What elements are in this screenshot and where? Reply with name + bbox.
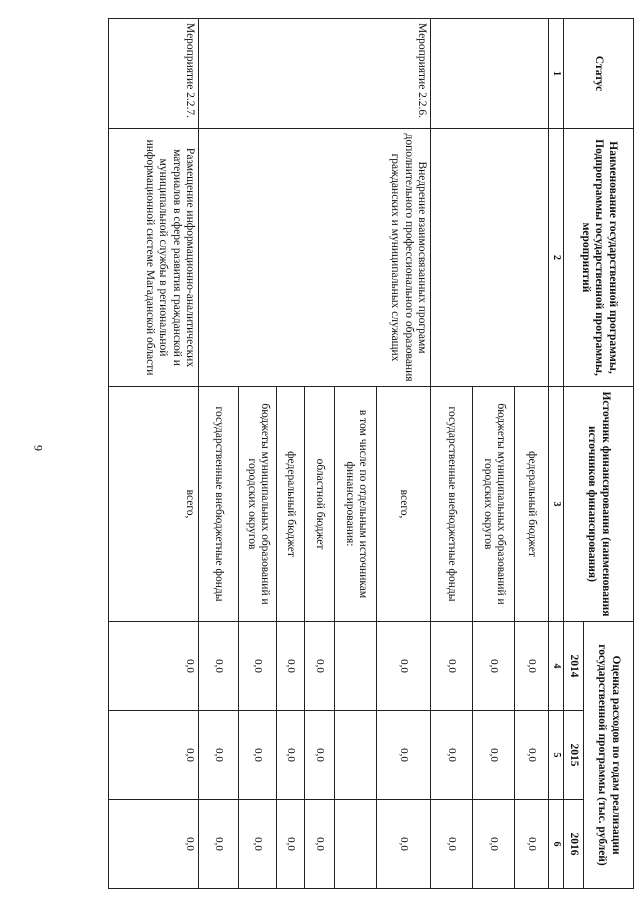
value-cell: 0,0 [431,711,473,800]
header-estimate: Оценка расходов по годам реализации государственной программы (тыс. рублей) [584,622,634,889]
name-cell: Внедрение взаимосвязанных программ дополнительного профессионального образования гражданских и муниципальных служащих [199,129,431,387]
value-cell: 0,0 [305,800,335,889]
column-index: 2 [549,129,564,387]
budget-table [108,18,634,889]
value-cell: 0,0 [305,711,335,800]
header-year: 2014 [564,622,584,711]
value-cell: 0,0 [277,711,305,800]
value-cell: 0,0 [239,800,277,889]
value-cell: 0,0 [377,622,431,711]
source-cell: государственные внебюджетные фонды [199,387,239,622]
source-cell: федеральный бюджет [277,387,305,622]
value-cell: 0,0 [109,711,199,800]
header-year: 2015 [564,711,584,800]
column-index: 4 [549,622,564,711]
value-cell: 0,0 [277,800,305,889]
value-cell: 0,0 [199,711,239,800]
source-cell: всего, [109,387,199,622]
value-cell: 0,0 [239,711,277,800]
source-cell: бюджеты муниципальных образований и городских округов [239,387,277,622]
value-cell [335,622,377,711]
rotated-page [68,18,634,888]
value-cell: 0,0 [377,800,431,889]
value-cell: 0,0 [431,800,473,889]
value-cell: 0,0 [515,800,549,889]
value-cell: 0,0 [199,622,239,711]
value-cell: 0,0 [515,711,549,800]
value-cell: 0,0 [515,622,549,711]
header-year: 2016 [564,800,584,889]
value-cell: 0,0 [277,622,305,711]
status-cell: Мероприятие 2.2.6. [199,19,431,129]
header-source: Источник финансирования (наименования источников финансирования) [564,387,634,622]
source-cell: государственные внебюджетные фонды [431,387,473,622]
value-cell: 0,0 [473,800,515,889]
status-cell: Мероприятие 2.2.7. [109,19,199,129]
budget-table-landscape [68,18,634,888]
value-cell [335,711,377,800]
source-cell: областной бюджет [305,387,335,622]
header-name: Наименование государственной программы, Подпрограммы государственной программы, мероприятий [564,129,634,387]
value-cell: 0,0 [431,622,473,711]
column-index: 6 [549,800,564,889]
value-cell: 0,0 [473,711,515,800]
header-status: Статус [564,19,634,129]
source-cell: бюджеты муниципальных образований и городских округов [473,387,515,622]
name-cell: Размещение информационно-аналитических материалов в сфере развития гражданской и муниципальной службы в региональной информационной системе Магаданской области [109,129,199,387]
value-cell: 0,0 [199,800,239,889]
value-cell: 0,0 [239,622,277,711]
value-cell [335,800,377,889]
value-cell: 0,0 [109,800,199,889]
value-cell: 0,0 [109,622,199,711]
value-cell: 0,0 [473,622,515,711]
status-cell [431,19,549,129]
value-cell: 0,0 [305,622,335,711]
source-cell: в том числе по отдельным источникам финансирования: [335,387,377,622]
source-cell: федеральный бюджет [515,387,549,622]
value-cell: 0,0 [377,711,431,800]
page-number: 9 [31,445,46,451]
column-index: 1 [549,19,564,129]
column-index: 3 [549,387,564,622]
source-cell: всего, [377,387,431,622]
column-index: 5 [549,711,564,800]
name-cell [431,129,549,387]
